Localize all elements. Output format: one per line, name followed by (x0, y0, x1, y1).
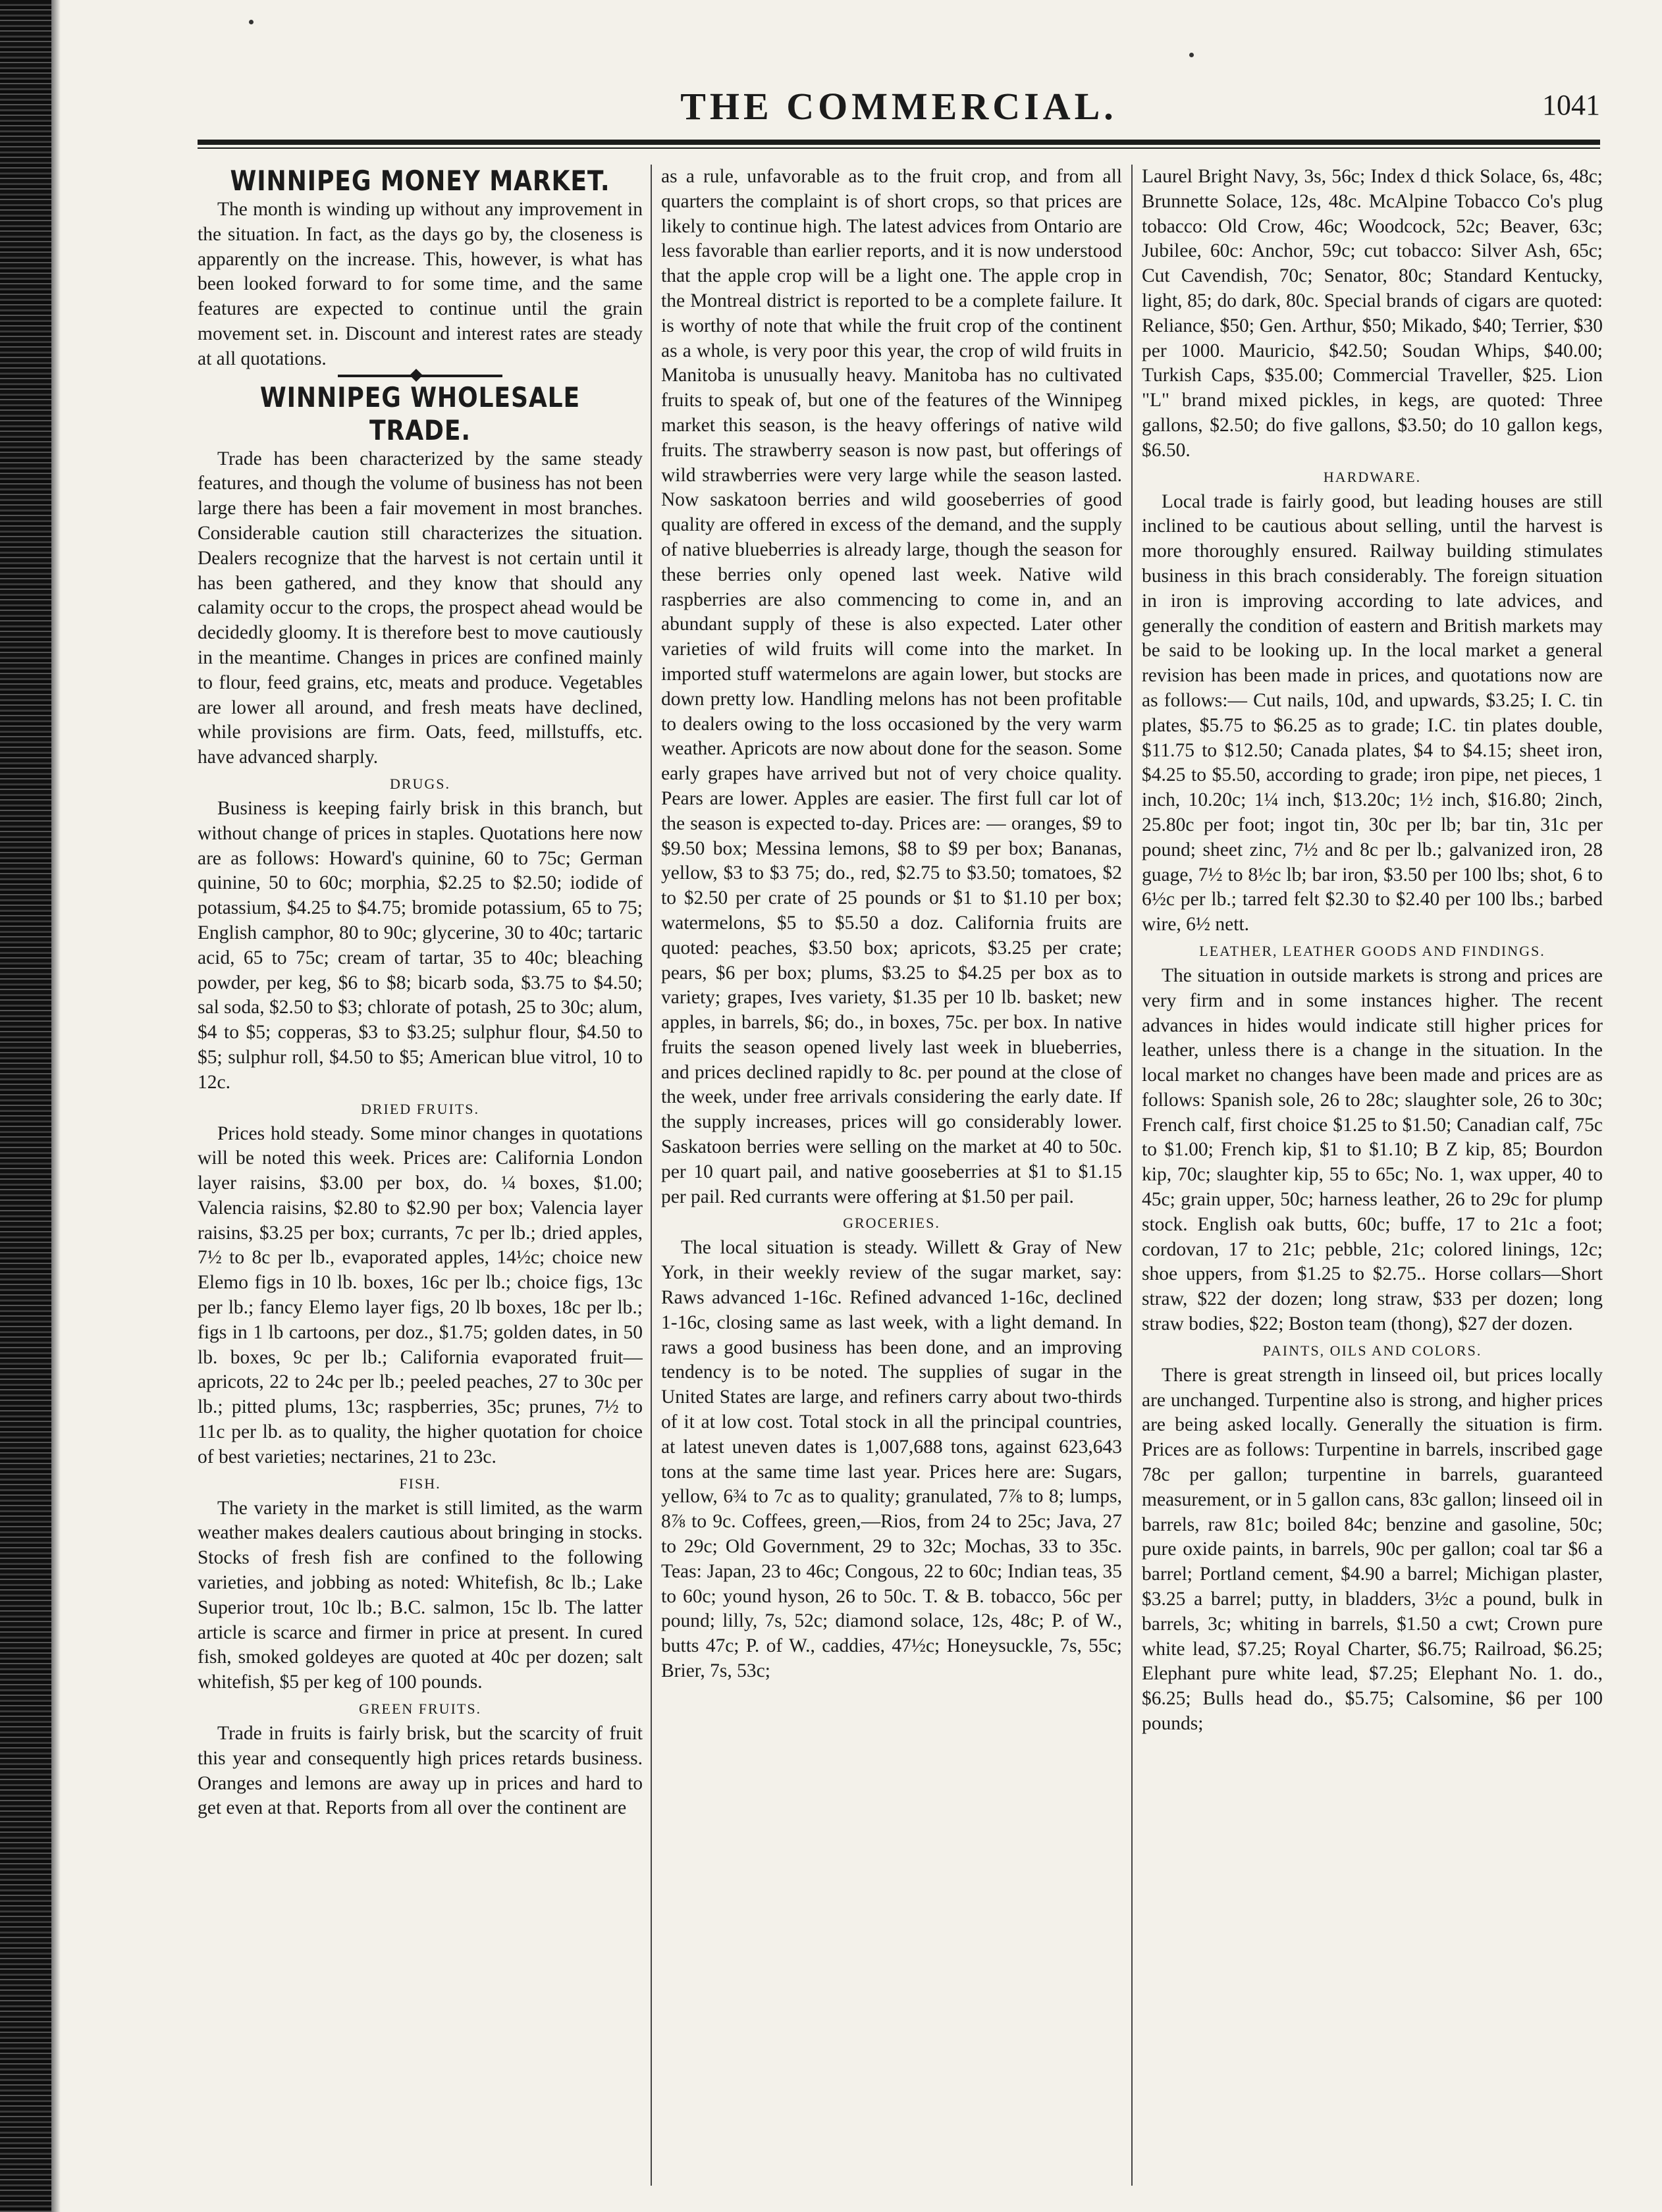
paints-text: There is great strength in linseed oil, but prices locally are unchanged. Turpentine also is strong, and higher prices are being asked locally. Generally the situation is firm. Prices are as follows: Turpentine in barrels, inscribed gage 78c per gallon; turpentine in barrels, guaranteed measurement, or in 5 gallon cans, 83c gallon; linseed oil in barrels, raw 81c; boiled 84c; benzine and gasoline, 50c; pure oxide paints, in barrels, 90c per gallon; coal tar $6 a barrel; Portland cement, $4.90 a barrel; Michigan plaster, $3.25 a barrel; putty, in bladders, 3½c a pound, bulk in barrels, 3c; whiting in barrels, $1.50 a cwt; Crown pure white lead, $7.25; Royal Charter, $6.75; Railroad, $6.25; Elephant pure white lead, $7.25; Elephant No. 1. do., $6.25; Bulls head do., $5.75; Calsomine, $6 per 100 pounds; (1142, 1364, 1603, 1735)
binding-shadow (51, 0, 61, 2212)
green-fruits-continued: as a rule, unfavorable as to the fruit crop, and from all quarters the complaint is of short crops, so that prices are likely to continue high. The latest advices from Ontario are less favorable than earlier reports, and it is now understood that the apple crop will be a light one. The apple crop in the Montreal district is reported to be a complete failure. It is worthy of note that while the fruit crop of the continent as a whole, is very poor this year, the crop of wild fruits in Manitoba is unusually heavy. Manitoba has no cultivated fruits to speak of, but one of the features of the Winnipeg market this season, is the heavy offerings of native wild fruits. The strawberry season is now past, but offerings of wild strawberries were very large while the season lasted. Now saskatoon berries and wild gooseberries of good quality are offered in excess of the demand, and the supply of native blueberries is already large, though the season for these berries only opened last week. Native wild raspberries are also commencing to come in, and an abundant supply of these is also expected. Later other varieties of wild fruits will come into the market. In imported stuff watermelons are again lower, but stocks are down pretty low. Handling melons has not been profitable to dealers owing to the loss occasioned by the very warm weather. Apricots are now about done for the season. Some early grapes have arrived but not of very choice quality. Pears are lower. Apples are easier. The first full car lot of the season is expected to-day. Prices are: — oranges, $9 to $9.50 box; Messina lemons, $8 to $9 per box; Bananas, yellow, $3 to $3 75; do., red, $2.75 to $3.50; tomatoes, $2 to $2.50 per crate of 25 pounds or $1 to $1.10 per box; watermelons, $5 to $5.50 a doz. California fruits are quoted: peaches, $3.50 box; apricots, $3.25 per crate; pears, $6 per box; plums, $3.25 to $4.25 per box as to variety; grapes, Ives variety, $1.35 per 10 lb. basket; new apples, in barrels, $6; do., in boxes, 75c. per box. In native fruits the season opened lively last week in blueberries, and prices declined rapidly to 8c. per pound at the close of the week, under free arrivals considering the early date. If the supply increases, prices will go considerably lower. Saskatoon berries were selling on the market at 40 to 50c. per 10 quart pail, and native gooseberries at $1 to $1.15 per pail. Red currants were offering at $1.50 per pail. (661, 166, 1122, 1207)
groceries-subhead: GROCERIES. (843, 1215, 940, 1232)
hardware-subhead: HARDWARE. (1323, 468, 1422, 485)
leather-text: The situation in outside markets is strong and prices are very firm and in some instances higher. The recent advances in hides would indicate still higher prices for leather, unless there is a change in the situation. In the local market no changes have been made and prices are as follows: Spanish sole, 26 to 28c; slaughter sole, 26 to 30c; French calf, first choice $1.25 to $1.50; Canadian calf, 75c to $1.00; French kip, $1 to $1.10; B Z kip, 85; Bourdon kip, 70c; slaughter kip, 55 to 65c; No. 1, wax upper, 40 to 45c; grain upper, 50c; harness leather, 26 to 29c for plump stock. English oak butts, 60c; buffe, 17 to 21c a foot; cordovan, 17 to 21c; pebble, 21c; colored linings, 12c; shoe uppers, from $1.25 to $2.75.. Horse collars—Short straw, $22 der dozen; long straw, $33 per dozen; long straw bodies, $22; Boston team (thong), $27 der dozen. (1142, 964, 1603, 1335)
groceries-text: The local situation is steady. Willett & Gray of New York, in their weekly review of the sugar market, say: Raws advanced 1-16c. Refined advanced 1-16c, declined 1-16c, closing same as last week, with a light demand. In raws a good business has been done, and an improving tendency is to be noted. The supplies of sugar in the United States are large, and refiners carry about two-thirds of it at low cost. Total stock in all the principal countries, at latest uneven dates is 1,007,688 tons, against 623,643 tons at the same time last year. Prices here are: Sugars, yellow, 6¾ to 7c as to quality; granulated, 7⅞ to 8; lumps, 8⅞ to 9c. Coffees, green,—Rios, from 24 to 25c; Java, 27 to 29c; Old Government, 29 to 32c; Mochas, 33 to 35c. Teas: Japan, 23 to 46c; Congous, 22 to 60c; Indian teas, 35 to 60c; yound hyson, 26 to 50c. T. & B. tobacco, 56c per pound; lilly, 7s, 52c; diamond solace, 12s, 48c; P. of W., butts 47c; P. of W., caddies, 47½c; Honeysuckle, 7s, 55c; Brier, 7s, 53c; (661, 1237, 1122, 1682)
masthead-title: THE COMMERCIAL. (680, 85, 1117, 128)
drugs-text: Business is keeping fairly brisk in this branch, but without change of prices in staples. Quotations here now are as follows: Howard's quinine, 60 to 75c; German quinine, 50 to 60c; morphia, $2.25 to $2.50; iodide of potassium, $4.25 to $4.75; bromide potassium, 65 to 75; English camphor, 80 to 90c; glycerine, 30 to 40c; tartaric acid, 65 to 75c; cream of tartar, 35 to 40c; bleaching powder, per keg, $6 to $8; bicarb soda, $3.75 to $4.50; sal soda, $2.50 to $3; chlorate of potash, 25 to 30c; alum, $4 to $5; copperas, $3 to $3.25; sulphur flour, $4.50 to $5; sulphur roll, $4.50 to $5; American blue vitrol, 10 to 12c. (198, 797, 643, 1093)
dried-fruits-subhead: DRIED FRUITS. (360, 1100, 479, 1117)
masthead-rule-thin (198, 147, 1600, 149)
fish-text: The variety in the market is still limited, as the warm weather makes dealers cautious about bringing in stocks. Stocks of fresh fish are confined to the following varieties, and jobbing as noted: Whitefish, 8c lb.; Lake Superior trout, 10c lb.; B.C. salmon, 15c lb. The latter article is scarce and firmer in price at present. In cured fish, smoked goldeyes are quoted at 40c per dozen; salt whitefish, $5 per keg of 100 pounds. (198, 1497, 643, 1693)
masthead-rule (198, 140, 1600, 145)
paints-subhead: PAINTS, OILS AND COLORS. (1262, 1342, 1482, 1359)
money-market-headline: WINNIPEG MONEY MARKET. (230, 165, 610, 197)
green-fruits-subhead: GREEN FRUITS. (358, 1700, 482, 1718)
paper-speck (249, 20, 254, 24)
paper-speck (1189, 53, 1194, 57)
drugs-subhead: DRUGS. (389, 775, 451, 792)
wholesale-trade-headline: WINNIPEG WHOLESALE TRADE. (259, 381, 581, 446)
column-1 (198, 165, 643, 2186)
column-2 (661, 165, 1122, 2186)
column-divider (1131, 165, 1133, 2186)
masthead (198, 80, 1600, 133)
column-divider (651, 165, 652, 2186)
green-fruits-text: Trade in fruits is fairly brisk, but the scarcity of fruit this year and consequently high prices retards business. Oranges and lemons are away up in prices and hard to get even at that. Reports from all over the continent are (198, 1723, 643, 1819)
binding-spine (0, 0, 51, 2212)
hardware-text: Local trade is fairly good, but leading houses are still inclined to be cautious about selling, until the harvest is more thoroughly ensured. Railway building stimulates business in this brach considerably. The foreign situation in iron is improving according to late advices, and generally the condition of eastern and British markets may be said to be looking up. In the local market a general revision has been made in prices, and quotations now are as follows:— Cut nails, 10d, and upwards, $3.25; I. C. tin plates, $5.75 to $6.25 as to grade; I.C. tin plates double, $11.75 to $12.50; Canada plates, $4 to $4.15; sheet iron, $4.25 to $5.50, according to grade; iron pipe, net pieces, 1 inch, 10.20c; 1¼ inch, $13.20c; 1½ inch, $16.80; 2inch, 25.80c per foot; ingot tin, 30c per lb; bar tin, 31c per pound; sheet zinc, 7½ and 8c per lb.; galvanized iron, 28 guage, 7½ to 8½c lb; bar iron, $3.50 per 100 lbs; shot, 6 to 6½c per lb.; tarred felt $2.30 to $2.40 per 100 lbs.; barbed wire, 6½ nett. (1142, 490, 1603, 935)
column-3 (1142, 165, 1603, 2186)
dried-fruits-text: Prices hold steady. Some minor changes in quotations will be noted this week. Prices are: California London layer raisins, $3.00 per box, do. ¼ boxes, $1.00; Valencia raisins, $2.80 to $2.90 per box; Valencia layer raisins, $3.25 per box; currants, 7c per lb.; dried apples, 7½ to 8c per lb., evaporated apples, 14½c; choice new Elemo figs in 10 lb. boxes, 16c per lb.; choice figs, 13c per lb.; fancy Elemo layer figs, 20 lb boxes, 18c per lb.; figs in 1 lb cartoons, per doz., $1.75; golden dates, in 50 lb. boxes, 9c per lb.; California evaporated fruit—apricots, 22 to 24c per lb.; peeled peaches, 27 to 30c per lb.; pitted plums, 13c; raspberries, 35c; prunes, 7½ to 11c per lb. as to quality, the higher quotation for choice of best varieties; nectarines, 21 to 23c. (198, 1122, 643, 1467)
section-ornament (338, 375, 502, 377)
page-number: 1041 (1542, 89, 1600, 121)
fish-subhead: FISH. (399, 1475, 441, 1492)
leather-subhead: LEATHER, LEATHER GOODS AND FINDINGS. (1199, 942, 1545, 959)
wholesale-trade-text: Trade has been characterized by the same steady features, and though the volume of business has not been large there has been a fair movement in most branches. Considerable caution still characterizes the situation. Dealers recognize that the harvest is not certain until it has been gathered, and they know that should any calamity occur to the crops, the prospect ahead would be decidedly gloomy. It is therefore best to move cautiously in the meantime. Changes in prices are confined mainly to flour, feed grains, etc, meats and produce. Vegetables are lower all around, and fresh meats have declined, while provisions are firm. Oats, feed, millstuffs, etc. have advanced sharply. (198, 448, 643, 768)
groceries-continued: Laurel Bright Navy, 3s, 56c; Index d thick Solace, 6s, 48c; Brunnette Solace, 12s, 48c. McAlpine Tobacco Co's plug tobacco: Old Crow, 46c; Woodcock, 52c; Beaver, 63c; Jubilee, 60c: Anchor, 59c; cut tobacco: Silver Ash, 65c; Cut Cavendish, 70c; Senator, 80c; Standard Kentucky, light, 85; do dark, 80c. Special brands of cigars are quoted: Reliance, $50; Gen. Arthur, $50; Mikado, $40; Terrier, $30 per 1000. Mauricio, $42.50; Soudan Whips, $40.00; Turkish Caps, $35.00; Commercial Traveller, $25. Lion "L" brand mixed pickles, in kegs, are quoted: Three gallons, $2.50; do five gallons, $3.50; do 10 gallon kegs, $6.50. (1142, 166, 1603, 461)
money-market-text: The month is winding up without any improvement in the situation. In fact, as the days go by, the closeness is apparently on the increase. This, however, is what has been looked forward to for some time, and the same features are expected to continue until the grain movement set. in. Discount and interest rates are steady at all quotations. (198, 199, 643, 369)
